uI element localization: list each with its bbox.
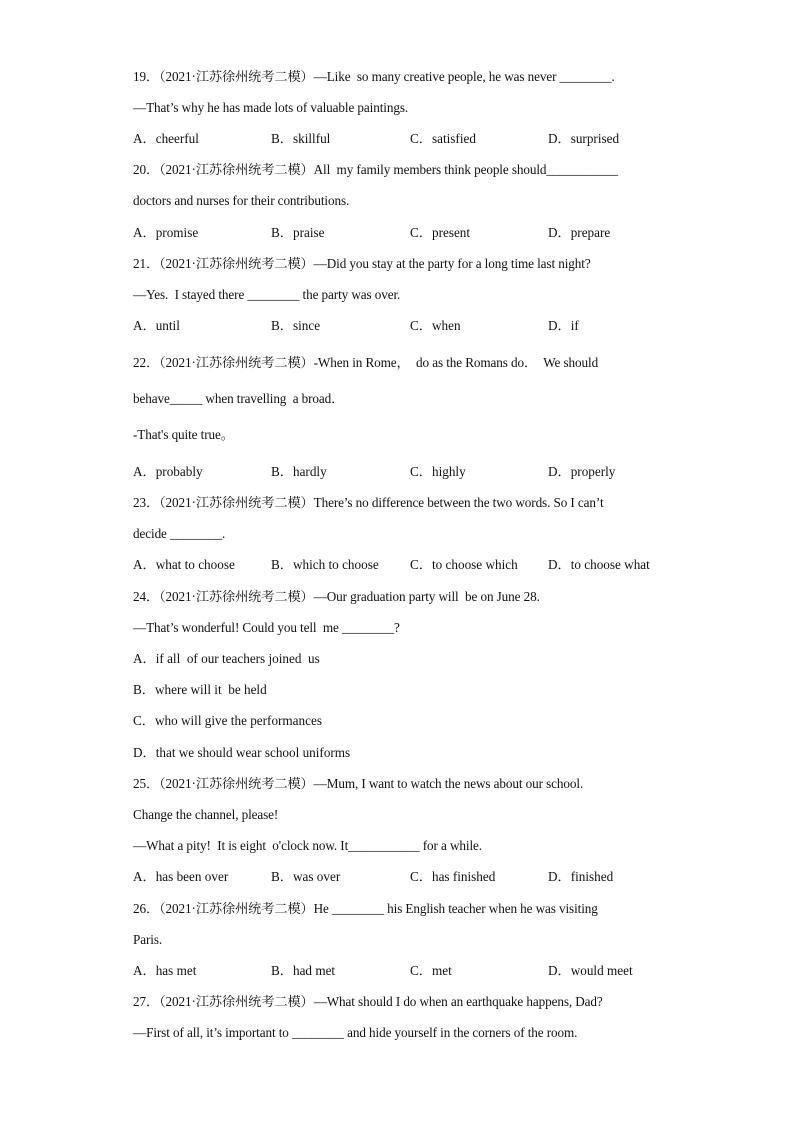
question-27-line-2: —First of all, it’s important to ________ and hide yourself in the corners of the room. [133,1025,578,1040]
question-25-line-1: 25．（2021·江苏徐州统考二模）—Mum, I want to watch the news about our school. [133,776,584,791]
question-23-option-d: D．to choose what [548,557,650,572]
question-21-option-a: A．until [133,318,180,333]
question-24-line-2: —That’s wonderful! Could you tell me ________? [133,620,400,635]
question-19-option-c: C．satisfied [410,131,476,146]
question-25-line-3: —What a pity! It is eight o'clock now. It___________ for a while. [133,838,482,853]
question-20-line-1: 20．（2021·江苏徐州统考二模）All my family members think people should___________ [133,162,618,177]
question-20-line-2: doctors and nurses for their contributions. [133,193,350,208]
question-26-line-2: Paris. [133,932,163,947]
question-22-line-3: -That's quite true。 [133,427,234,442]
question-25-option-a: A．has been over [133,869,229,884]
question-23-option-c: C．to choose which [410,557,518,572]
question-24-option-b: B．where will it be held [133,682,267,697]
question-25-option-c: C．has finished [410,869,496,884]
question-20-option-c: C．present [410,225,471,240]
question-23-line-1: 23．（2021·江苏徐州统考二模）There’s no difference between the two words. So I can’t [133,495,604,510]
question-22-option-d: D．properly [548,464,616,479]
question-21-option-d: D．if [548,318,579,333]
question-26-option-a: A．has met [133,963,197,978]
question-26-option-b: B．had met [271,963,336,978]
question-19-line-1: 19．（2021·江苏徐州统考二模）—Like so many creative people, he was never ________. [133,69,615,84]
question-26-line-1: 26．（2021·江苏徐州统考二模）He ________ his English teacher when he was visiting [133,901,598,916]
question-23-option-b: B．which to choose [271,557,379,572]
question-23-line-2: decide ________. [133,526,226,541]
question-20-option-b: B．praise [271,225,325,240]
question-27-line-1: 27．（2021·江苏徐州统考二模）—What should I do when an earthquake happens, Dad? [133,994,603,1009]
question-19-line-2: —That’s why he has made lots of valuable paintings. [133,100,409,115]
question-19-option-d: D．surprised [548,131,620,146]
question-24-option-a: A．if all of our teachers joined us [133,651,320,666]
question-21-option-b: B．since [271,318,321,333]
question-22-option-b: B．hardly [271,464,327,479]
question-25-option-b: B．was over [271,869,341,884]
question-25-option-d: D．finished [548,869,614,884]
question-19-option-a: A．cheerful [133,131,199,146]
question-26-option-d: D．would meet [548,963,633,978]
question-21-option-c: C．when [410,318,461,333]
question-19-option-b: B．skillful [271,131,331,146]
question-20-option-d: D．prepare [548,225,611,240]
question-22-line-1: 22．（2021·江苏徐州统考二模）-When in Rome， do as the Romans do． We should [133,355,599,370]
question-21-line-1: 21．（2021·江苏徐州统考二模）—Did you stay at the party for a long time last night? [133,256,591,271]
question-24-line-1: 24．（2021·江苏徐州统考二模）—Our graduation party will be on June 28. [133,589,540,604]
question-21-line-2: —Yes. I stayed there ________ the party was over. [133,287,401,302]
question-25-line-2: Change the channel, please! [133,807,279,822]
question-20-option-a: A．promise [133,225,199,240]
question-24-option-d: D．that we should wear school uniforms [133,745,351,760]
question-23-option-a: A．what to choose [133,557,235,572]
question-24-option-c: C．who will give the performances [133,713,322,728]
question-26-option-c: C．met [410,963,452,978]
question-22-option-c: C．highly [410,464,466,479]
question-22-line-2: behave_____ when travelling a broad． [133,391,345,406]
question-22-option-a: A．probably [133,464,203,479]
